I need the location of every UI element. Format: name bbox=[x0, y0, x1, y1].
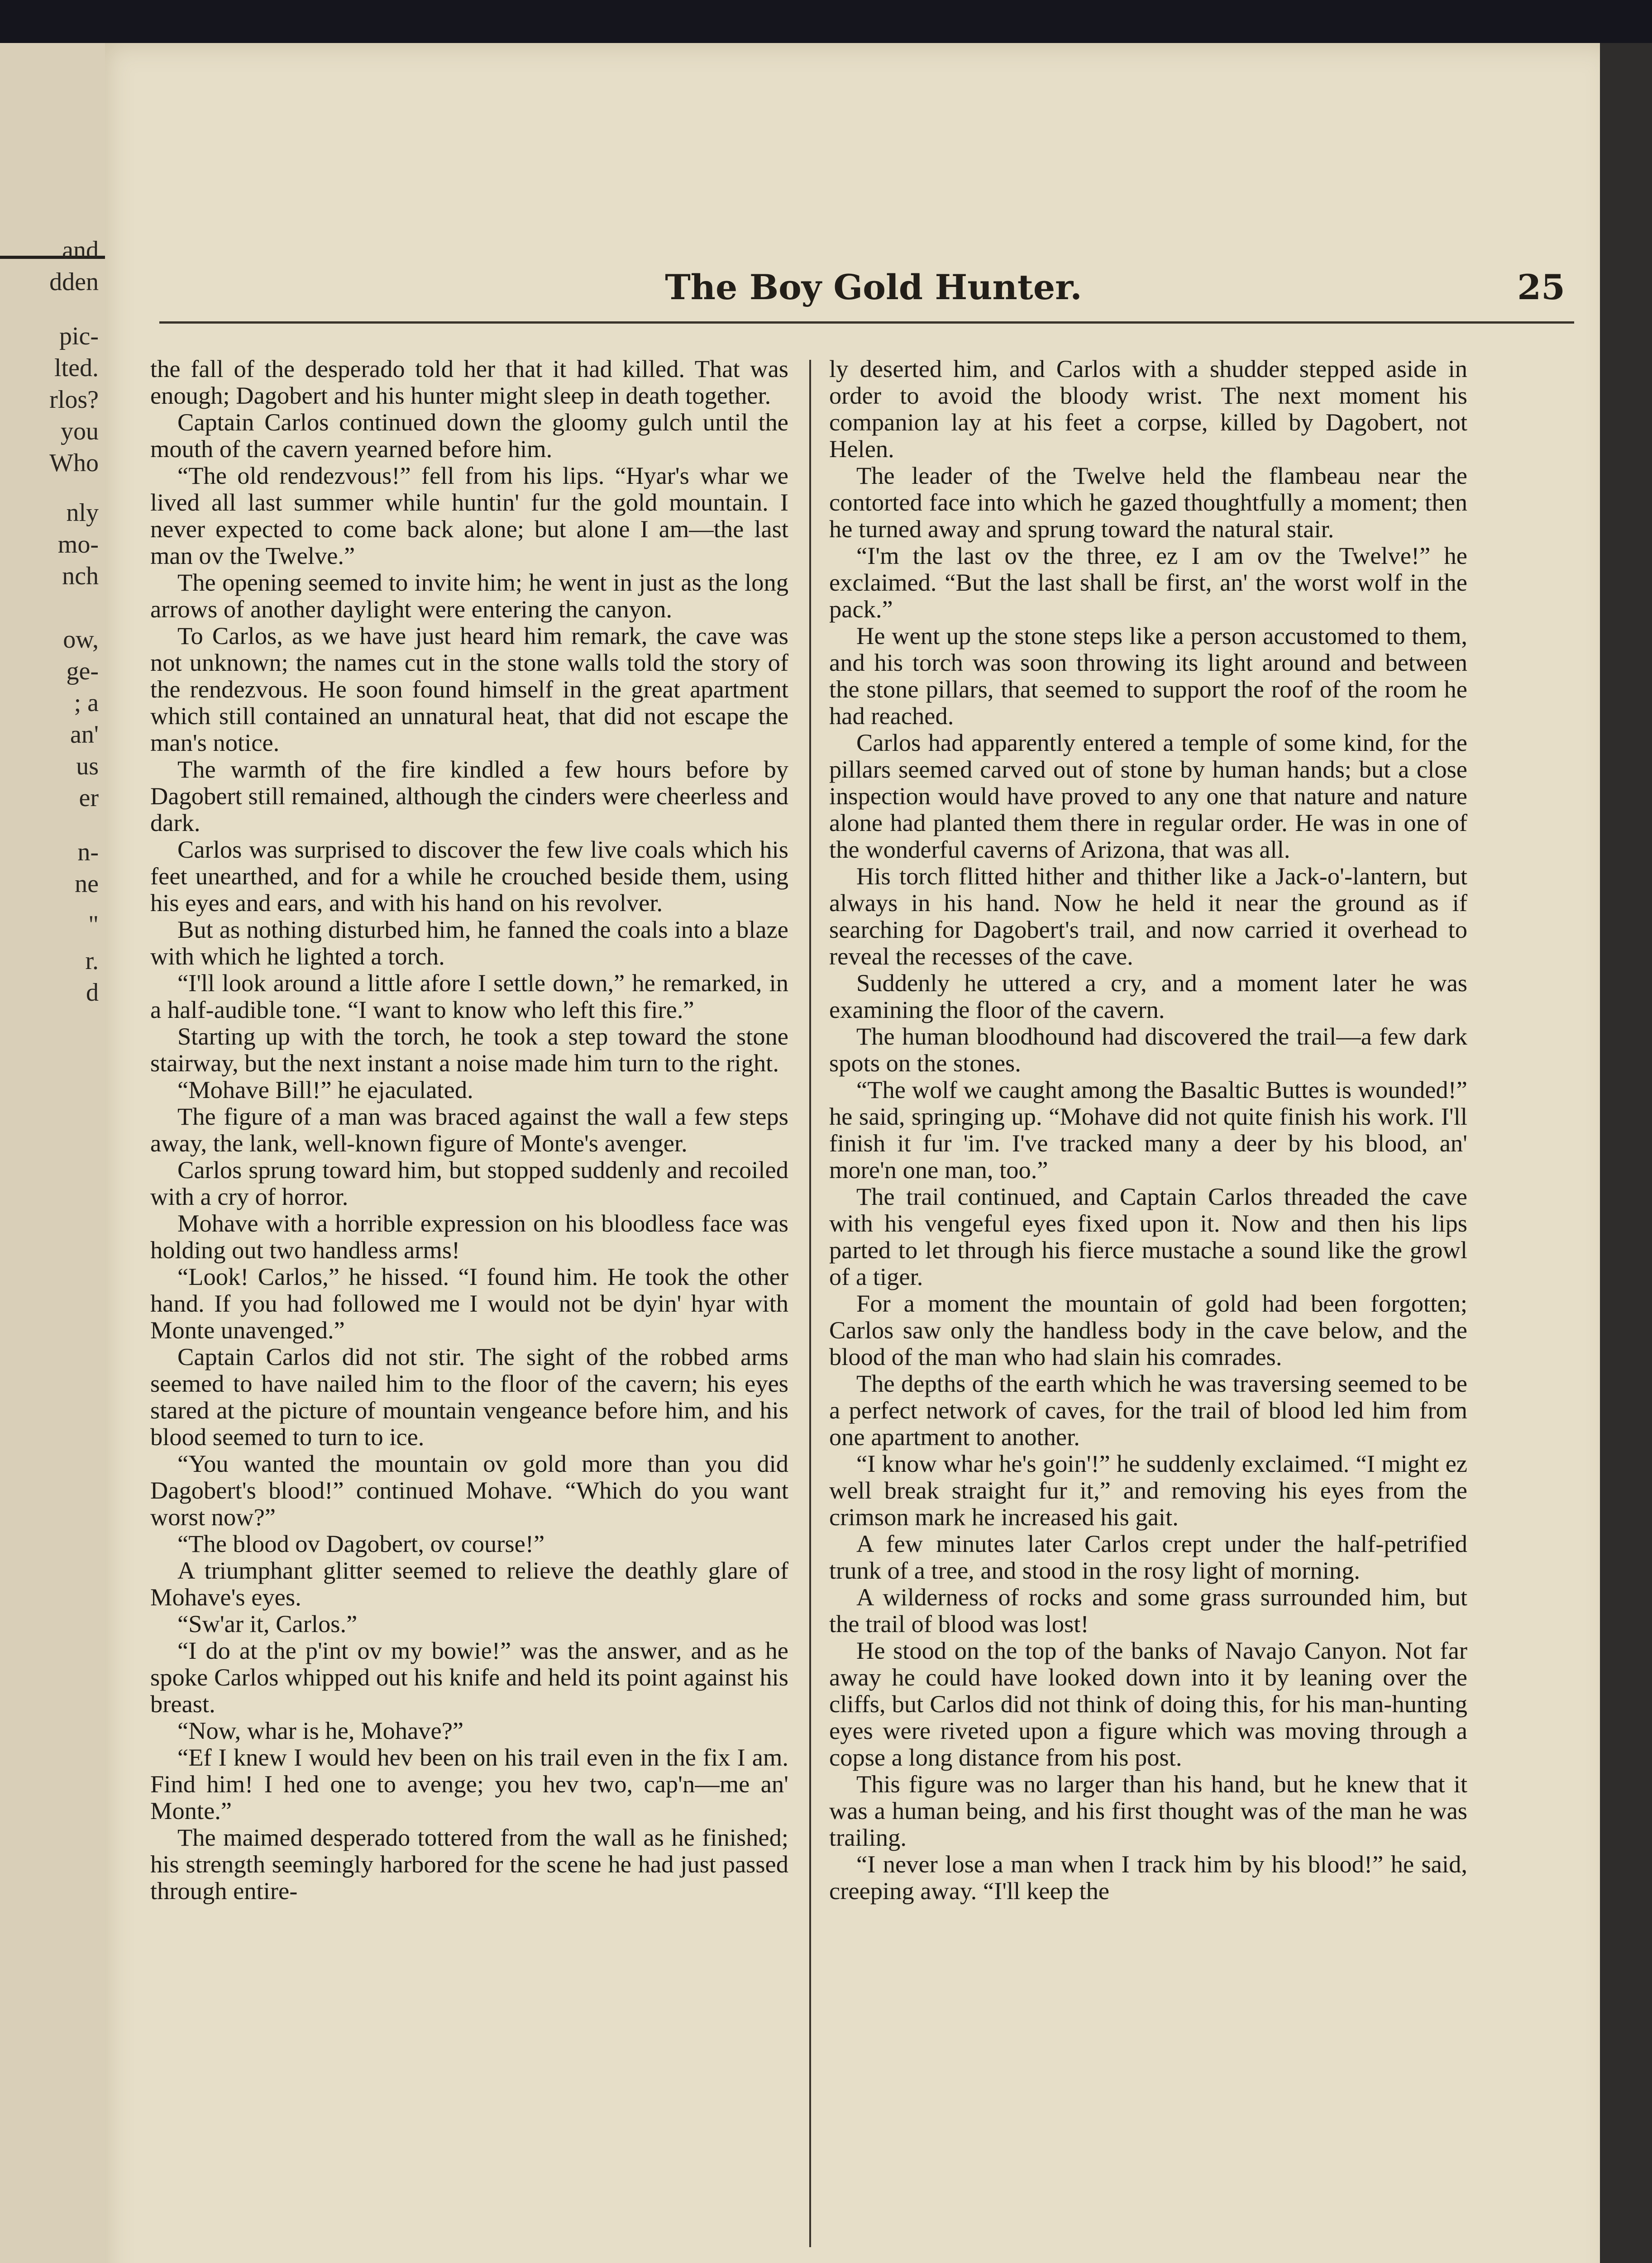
paragraph: “The blood ov Dagobert, ov course!” bbox=[177, 1530, 545, 1557]
paragraph: Carlos had apparently entered a temple of some kind, for the pillars seemed carved out of stone by human hands; but a close inspection would have proved to any one that nature and nature alone had planted them there in regular order. He was in one of the wonderful caverns of Arizona, that was all. bbox=[829, 729, 1467, 863]
previous-page-fragment: ow, bbox=[63, 625, 99, 654]
paragraph: Carlos sprung toward him, but stopped suddenly and recoiled with a cry of horror. bbox=[150, 1156, 788, 1210]
paragraph: He stood on the top of the banks of Navajo Canyon. Not far away he could have looked down into it by leaning over the cliffs, but Carlos did not think of doing this, for his man-hunting eyes were riveted upon a figure which was moving through a copse a long distance from his post. bbox=[829, 1637, 1467, 1771]
previous-page-fragment: ne bbox=[75, 870, 99, 898]
paragraph: ly deserted him, and Carlos with a shudder stepped aside in order to avoid the bloody wrist. The next moment his companion lay at his feet a corpse, killed by Dagobert, not Helen. bbox=[829, 355, 1467, 463]
paragraph: “Mohave Bill!” he ejaculated. bbox=[177, 1076, 473, 1103]
previous-page-fragment: d bbox=[86, 979, 99, 1007]
previous-page-fragment: ; a bbox=[74, 689, 99, 717]
paragraph: The leader of the Twelve held the flambeau near the contorted face into which he gazed thoughtfully a moment; then he turned away and sprung toward the natural stair. bbox=[829, 462, 1467, 543]
paragraph: To Carlos, as we have just heard him remark, the cave was not unknown; the names cut in the stone walls told the story of the rendezvous. He soon found himself in the great apartment which still contained an unnatural heat, that did not escape the man's notice. bbox=[150, 622, 788, 756]
paragraph: The figure of a man was braced against the wall a few steps away, the lank, well-known figure of Monte's avenger. bbox=[150, 1103, 788, 1157]
previous-page-fragment: Who bbox=[49, 449, 99, 477]
paragraph: Carlos was surprised to discover the few live coals which his feet unearthed, and for a while he crouched beside them, using his eyes and ears, and with his hand on his revolver. bbox=[150, 835, 788, 917]
page bbox=[105, 43, 1615, 2263]
paragraph: “You wanted the mountain ov gold more than you did Dagobert's blood!” continued Mohave. “Which do you want worst now?” bbox=[150, 1450, 788, 1531]
paragraph: A triumphant glitter seemed to relieve the deathly glare of Mohave's eyes. bbox=[150, 1556, 788, 1611]
previous-page-fragment: us bbox=[76, 752, 99, 780]
paragraph: But as nothing disturbed him, he fanned the coals into a blaze with which he lighted a torch. bbox=[150, 916, 788, 970]
paragraph: “Look! Carlos,” he hissed. “I found him. He took the other hand. If you had followed me I would not be dyin' hyar with Monte unavenged.” bbox=[150, 1263, 788, 1344]
previous-page-fragment: mo- bbox=[57, 530, 99, 559]
previous-page-fragment: nly bbox=[66, 499, 99, 527]
paragraph: “I'll look around a little afore I settle down,” he remarked, in a half-audible tone. “I want to know who left this fire.” bbox=[150, 969, 788, 1023]
paragraph: the fall of the desperado told her that it had killed. That was enough; Dagobert and his hunter might sleep in death together. bbox=[150, 355, 788, 409]
paragraph: The depths of the earth which he was traversing seemed to be a perfect network of caves, for the trail of blood led him from one apartment to another. bbox=[829, 1370, 1467, 1451]
paragraph: “I never lose a man when I track him by his blood!” he said, creeping away. “I'll keep the bbox=[829, 1850, 1467, 1905]
previous-page-edge bbox=[0, 43, 109, 2263]
page-header bbox=[105, 267, 1615, 317]
previous-page-fragment: and bbox=[62, 236, 99, 264]
right-column bbox=[829, 355, 1467, 2263]
paragraph: Captain Carlos continued down the gloomy gulch until the mouth of the cavern yearned before him. bbox=[150, 408, 788, 463]
page-edge-shadow bbox=[1600, 43, 1652, 2263]
previous-page-fragment: you bbox=[61, 417, 99, 445]
paragraph: The opening seemed to invite him; he went in just as the long arrows of another daylight were entering the canyon. bbox=[150, 568, 788, 623]
paragraph: Captain Carlos did not stir. The sight of the robbed arms seemed to have nailed him to the floor of the cavern; his eyes stared at the picture of mountain vengeance before him, and his blood seemed to turn to ice. bbox=[150, 1343, 788, 1451]
previous-page-fragment: ge- bbox=[66, 657, 99, 685]
paragraph: The human bloodhound had discovered the trail—a few dark spots on the stones. bbox=[829, 1022, 1467, 1077]
previous-page-fragment: " bbox=[88, 911, 99, 939]
paragraph: “I'm the last ov the three, ez I am ov the Twelve!” he exclaimed. “But the last shall be first, an' the worst wolf in the pack.” bbox=[829, 542, 1467, 623]
text-columns bbox=[150, 355, 1574, 2263]
previous-page-fragment: rlos? bbox=[49, 386, 99, 414]
previous-page-fragment: r. bbox=[85, 947, 99, 975]
paragraph: “Ef I knew I would hev been on his trail even in the fix I am. Find him! I hed one to avenge; you hev two, cap'n—me an' Monte.” bbox=[150, 1743, 788, 1824]
column-divider bbox=[809, 360, 811, 2247]
previous-page-fragment: er bbox=[79, 784, 99, 812]
previous-page-fragment: lted. bbox=[54, 354, 99, 382]
paragraph: For a moment the mountain of gold had been forgotten; Carlos saw only the handless body in the cave below, and the blood of the man who had slain his comrades. bbox=[829, 1289, 1467, 1370]
paragraph: “Sw'ar it, Carlos.” bbox=[177, 1610, 358, 1638]
paragraph: “Now, whar is he, Mohave?” bbox=[177, 1717, 464, 1744]
header-rule bbox=[159, 321, 1574, 324]
previous-page-fragment: an' bbox=[70, 721, 99, 749]
paragraph: A few minutes later Carlos crept under the half-petrified trunk of a tree, and stood in the rosy light of morning. bbox=[829, 1530, 1467, 1584]
previous-page-fragment: n- bbox=[77, 838, 99, 866]
left-column bbox=[150, 355, 788, 2263]
paragraph: His torch flitted hither and thither like a Jack-o'-lantern, but always in his hand. Now he held it near the ground as if searching for Dagobert's trail, and now carried it overhead to reveal the recesses of the cave. bbox=[829, 862, 1467, 970]
paragraph: “The wolf we caught among the Basaltic Buttes is wounded!” he said, springing up. “Mohave did not quite finish his work. I'll finish it fur 'im. I've tracked many a deer by his blood, an' more'n one man, too.” bbox=[829, 1076, 1467, 1184]
paragraph: Mohave with a horrible expression on his bloodless face was holding out two handless arms! bbox=[150, 1209, 788, 1264]
paragraph: Suddenly he uttered a cry, and a moment later he was examining the floor of the cavern. bbox=[829, 969, 1467, 1023]
paragraph: This figure was no larger than his hand, but he knew that it was a human being, and his first thought was of the man he was trailing. bbox=[829, 1770, 1467, 1851]
paragraph: “I do at the p'int ov my bowie!” was the answer, and as he spoke Carlos whipped out his knife and held its point against his breast. bbox=[150, 1637, 788, 1718]
paragraph: “I know whar he's goin'!” he suddenly exclaimed. “I might ez well break straight fur it,” and removing his eyes from the crimson mark he increased his gait. bbox=[829, 1450, 1467, 1531]
paragraph: “The old rendezvous!” fell from his lips. “Hyar's whar we lived all last summer while huntin' fur the gold mountain. I never expected to come back alone; but alone I am—the last man ov the Twelve.” bbox=[150, 462, 788, 569]
running-title: The Boy Gold Hunter. bbox=[665, 267, 1082, 307]
previous-page-fragment: dden bbox=[49, 268, 99, 296]
paragraph: A wilderness of rocks and some grass surrounded him, but the trail of blood was lost! bbox=[829, 1583, 1467, 1638]
paragraph: The trail continued, and Captain Carlos threaded the cave with his vengeful eyes fixed upon it. Now and then his lips parted to let through his fierce mustache a sound like the growl of a tiger. bbox=[829, 1183, 1467, 1290]
paragraph: The maimed desperado tottered from the wall as he finished; his strength seemingly harbored for the scene he had just passed through entire- bbox=[150, 1824, 788, 1905]
previous-page-fragment: pic- bbox=[59, 322, 99, 350]
page-number: 25 bbox=[1517, 267, 1565, 307]
paragraph: He went up the stone steps like a person accustomed to them, and his torch was soon throwing its light around and between the stone pillars, that seemed to support the roof of the room he had reached. bbox=[829, 622, 1467, 730]
paragraph: Starting up with the torch, he took a step toward the stone stairway, but the next instant a noise made him turn to the right. bbox=[150, 1022, 788, 1077]
previous-page-fragment: nch bbox=[62, 562, 99, 590]
paragraph: The warmth of the fire kindled a few hours before by Dagobert still remained, although the cinders were cheerless and dark. bbox=[150, 755, 788, 836]
